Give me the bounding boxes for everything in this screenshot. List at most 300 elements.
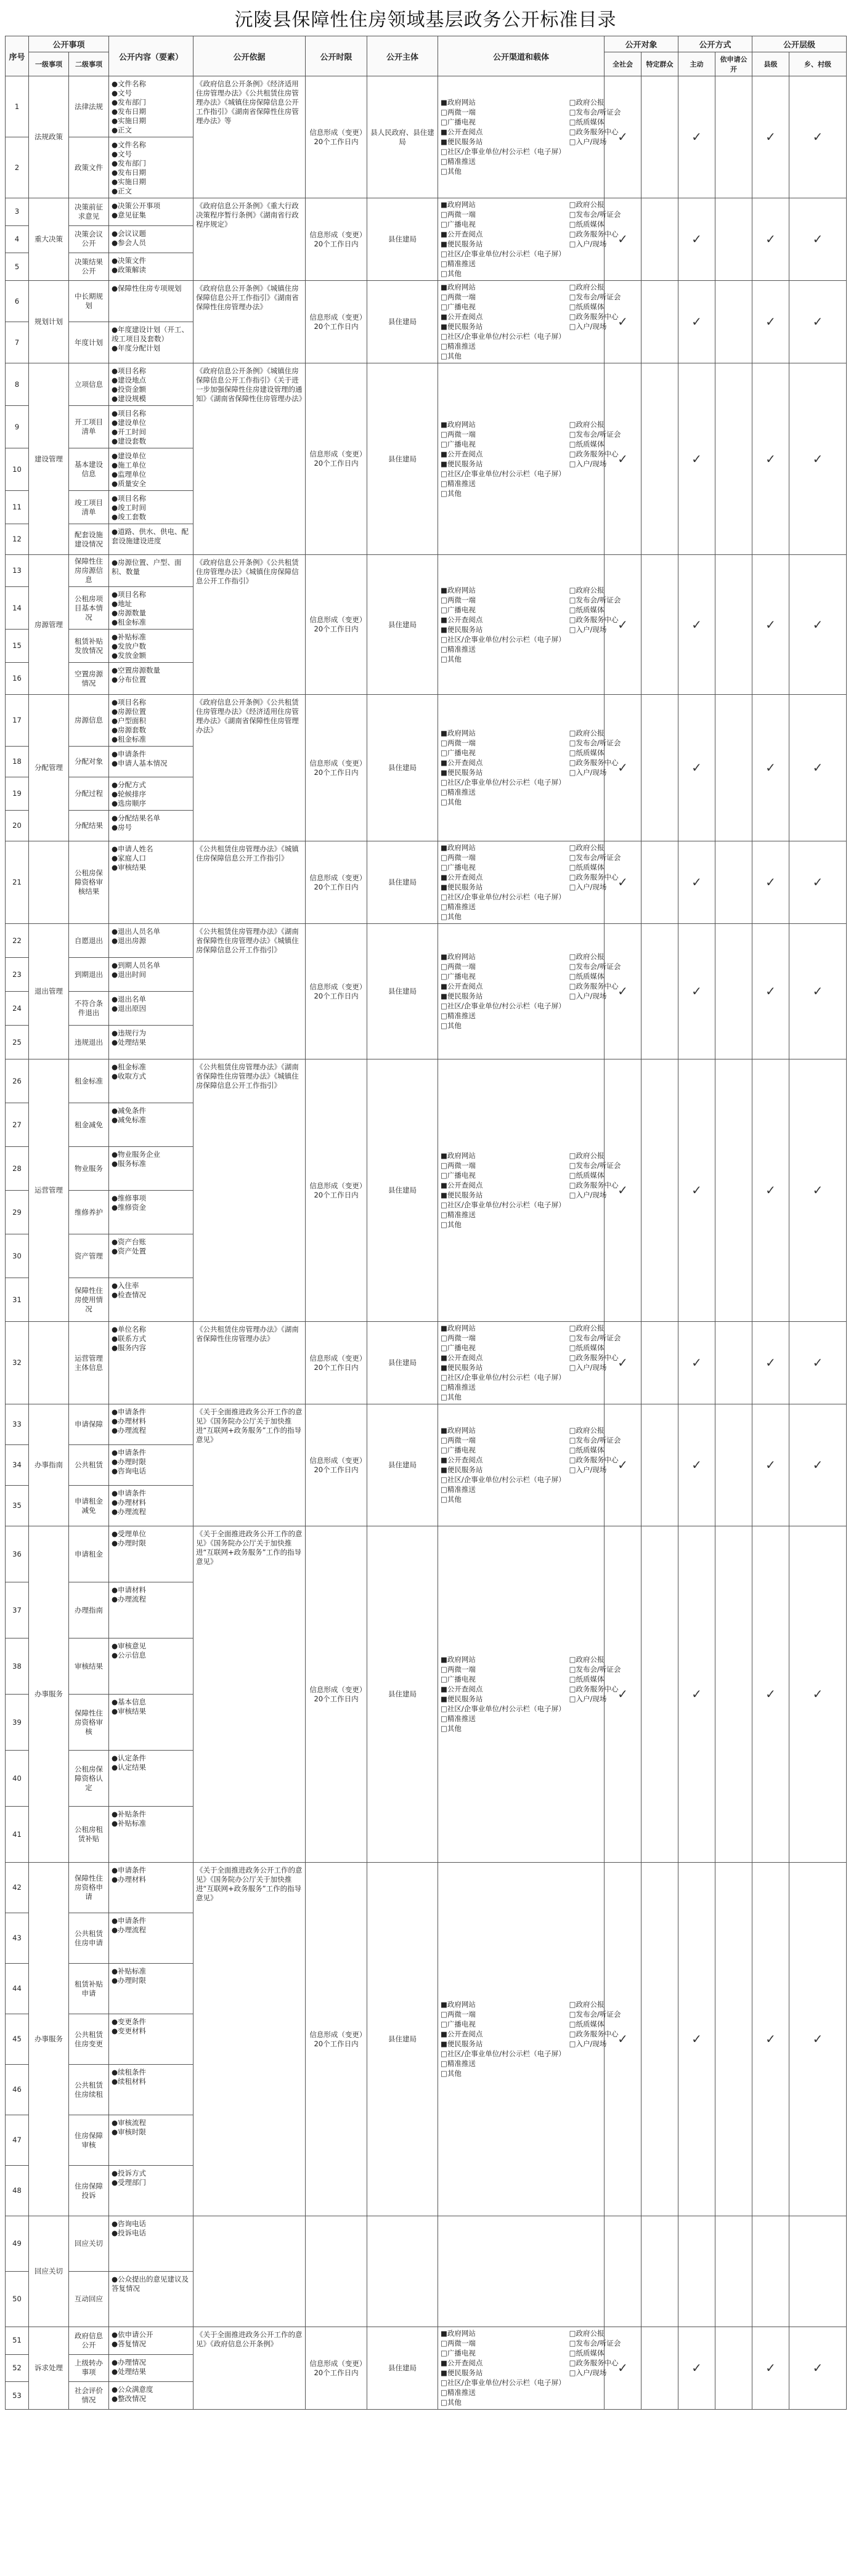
level2-cell: 中长期规划 [69, 281, 109, 322]
level2-cell: 公共租赁 [69, 1445, 109, 1486]
check-specific [641, 924, 678, 1059]
basis-cell: 《政府信息公开条例》《城镇住房保障信息公开工作指引》《关于进一步加强保障性住房建设管理的通知》《湖南省保障性住房管理办法》 [193, 363, 306, 555]
row-seq: 36 [6, 1526, 29, 1582]
row-seq: 18 [6, 747, 29, 777]
channel-cell [438, 76, 621, 198]
channel-option: □广播电视 [441, 972, 476, 981]
table-row [6, 281, 847, 322]
basis-cell: 《公共租赁住房管理办法》《湖南省保障性住房管理办法》《城镇住房保障信息公开工作指引》 [193, 924, 306, 1059]
channel-option [569, 1210, 621, 1220]
channel-option: □社区/企事业单位/村公示栏（电子屏） [441, 249, 566, 258]
channel-option: □社区/企事业单位/村公示栏（电子屏） [441, 893, 566, 901]
check-all: ✓ [605, 555, 641, 695]
level2-cell: 住房保障投诉 [69, 2166, 109, 2216]
check-town: ✓ [789, 1322, 847, 1404]
channel-option: □广播电视 [441, 220, 476, 229]
basis-cell: 《政府信息公开条例》《经济适用住房管理办法》《公共租赁住房管理办法》《城镇住房保障信息公开工作指引》《湖南省保障性住房管理办法》等 [193, 76, 306, 198]
row-seq: 40 [6, 1751, 29, 1807]
table-row [6, 76, 847, 137]
channel-option: □政府公报 [569, 585, 605, 594]
channel-option [569, 655, 621, 664]
channel-option: □精准推送 [441, 259, 476, 268]
check-town: ✓ [789, 1863, 847, 2216]
check-all: ✓ [605, 281, 641, 363]
check-town: ✓ [789, 1526, 847, 1863]
channel-option: □纸质媒体 [569, 2349, 605, 2357]
level1-cell: 重大决策 [29, 198, 69, 281]
channel-option [569, 1704, 621, 1714]
content-cell: ●项目名称 ●建设单位 ●开工时间 ●建设套数 [109, 406, 193, 448]
header-lvl-county: 县级 [752, 52, 789, 76]
row-seq: 50 [6, 2272, 29, 2327]
channel-option: □入户/现场 [569, 322, 607, 331]
content-cell: ●申请条件 ●办理流程 [109, 1913, 193, 1964]
channel-option: □两微一端 [441, 2339, 476, 2347]
channel-option: □入户/现场 [569, 1363, 607, 1372]
channel-option: □入户/现场 [569, 240, 607, 248]
channel-option: □其他 [441, 2069, 462, 2078]
level2-cell: 保障性住房使用情况 [69, 1278, 109, 1322]
channel-option: □社区/企事业单位/村公示栏（电子屏） [441, 469, 566, 478]
channel-option [569, 249, 621, 259]
row-seq: 12 [6, 524, 29, 555]
channel-list [441, 585, 621, 664]
check-active: ✓ [678, 1863, 715, 2216]
check-active: ✓ [678, 1059, 715, 1322]
content-cell: ●项目名称 ●地址 ●房源数量 ●租金标准 [109, 587, 193, 630]
level2-cell: 审核结果 [69, 1638, 109, 1695]
channel-option: ■便民服务站 [441, 1191, 483, 1199]
basis-cell: 《公共租赁住房管理办法》《湖南省保障性住房管理办法》 [193, 1322, 306, 1404]
channel-option: □社区/企事业单位/村公示栏（电子屏） [441, 147, 566, 156]
level2-cell: 法律法规 [69, 76, 109, 137]
level2-cell: 公租房保障资格审核结果 [69, 841, 109, 924]
row-seq: 52 [6, 2354, 29, 2382]
channel-option: □发布会/听证会 [569, 1665, 621, 1674]
subject-cell: 县人民政府、县住建局 [367, 76, 438, 198]
channel-list [441, 419, 621, 498]
level2-cell: 申请租金 [69, 1526, 109, 1582]
channel-option: □纸质媒体 [569, 748, 605, 757]
row-seq: 30 [6, 1234, 29, 1278]
check-county: ✓ [752, 924, 789, 1059]
channel-option: □入户/现场 [569, 768, 607, 777]
channel-option: ■公开查阅点 [441, 1685, 483, 1693]
table-row [6, 924, 847, 958]
subject-cell: 县住建局 [367, 1322, 438, 1404]
channel-option: □两微一端 [441, 2010, 476, 2019]
channel-option [569, 1373, 621, 1382]
time-cell: 信息形成（变更）20个工作日内 [306, 76, 367, 198]
time-cell: 信息形成（变更）20个工作日内 [306, 1863, 367, 2216]
check-apply [715, 1863, 752, 2216]
check-apply [715, 198, 752, 281]
level2-cell: 分配过程 [69, 777, 109, 811]
content-cell: ●补贴标准 ●发放户数 ●发放金额 [109, 630, 193, 663]
channel-cell [438, 2327, 621, 2410]
channel-cell [438, 1059, 621, 1322]
header-lvl-town: 乡、村级 [789, 52, 847, 76]
check-active: ✓ [678, 2327, 715, 2410]
level2-cell: 租赁补贴发放情况 [69, 630, 109, 663]
channel-option: □纸质媒体 [569, 863, 605, 872]
channel-option: □政府公报 [569, 2329, 605, 2338]
channel-option: □发布会/听证会 [569, 210, 621, 219]
content-cell: ●保障性住房专项规划 [109, 281, 193, 322]
check-all: ✓ [605, 198, 641, 281]
channel-option [569, 893, 621, 902]
basis-cell [193, 2216, 306, 2327]
basis-cell: 《关于全面推进政务公开工作的意见》《国务院办公厅关于加快推进“互联网+政务服务”工作的指导意见》 [193, 1404, 306, 1526]
channel-option: □纸质媒体 [569, 118, 605, 126]
row-seq: 15 [6, 630, 29, 663]
channel-list [441, 1655, 621, 1733]
header-time: 公开时限 [306, 36, 367, 76]
subject-cell: 县住建局 [367, 1404, 438, 1526]
channel-option: □精准推送 [441, 157, 476, 166]
channel-option: □广播电视 [441, 863, 476, 872]
level2-cell: 资产管理 [69, 1234, 109, 1278]
row-seq: 48 [6, 2166, 29, 2216]
channel-option: ■公开查阅点 [441, 873, 483, 881]
channel-option: □政府公报 [569, 1151, 605, 1160]
check-active: ✓ [678, 1526, 715, 1863]
row-seq: 32 [6, 1322, 29, 1404]
level2-cell: 公共租赁住房申请 [69, 1913, 109, 1964]
channel-option [569, 259, 621, 269]
channel-cell [438, 2216, 605, 2327]
channel-option: ■政府网站 [441, 1655, 476, 1664]
content-cell: ●申请人姓名 ●家庭人口 ●审核结果 [109, 841, 193, 924]
channel-option: ■政府网站 [441, 283, 476, 291]
check-all: ✓ [605, 1404, 641, 1526]
check-specific [641, 841, 678, 924]
channel-option: □政务服务中心 [569, 2359, 619, 2367]
check-specific [641, 1059, 678, 1322]
channel-option: □政府公报 [569, 200, 605, 209]
channel-option: □纸质媒体 [569, 220, 605, 229]
channel-option [569, 1714, 621, 1723]
channel-option: □纸质媒体 [569, 1446, 605, 1454]
content-cell: ●租金标准 ●收取方式 [109, 1059, 193, 1103]
channel-option: □纸质媒体 [569, 605, 605, 614]
header-subject: 公开主体 [367, 36, 438, 76]
channel-option: ■政府网站 [441, 1426, 476, 1435]
channel-cell [438, 363, 621, 555]
channel-option: □精准推送 [441, 1714, 476, 1723]
channel-option: □两微一端 [441, 429, 476, 439]
catalog-table [5, 36, 847, 2410]
channel-option [569, 778, 621, 787]
level2-cell: 政府信息公开 [69, 2327, 109, 2355]
time-cell: 信息形成（变更）20个工作日内 [306, 695, 367, 841]
channel-option: □社区/企事业单位/村公示栏（电子屏） [441, 1373, 566, 1382]
level2-cell: 决策前征求意见 [69, 198, 109, 226]
row-seq: 47 [6, 2115, 29, 2166]
channel-option: ■政府网站 [441, 729, 476, 737]
content-cell: ●入住率 ●检查情况 [109, 1278, 193, 1322]
channel-option: □精准推送 [441, 479, 476, 488]
channel-option [569, 1201, 621, 1210]
row-seq: 39 [6, 1695, 29, 1751]
channel-option: □发布会/听证会 [569, 429, 621, 439]
channel-option: □政务服务中心 [569, 230, 619, 238]
channel-option: □广播电视 [441, 1446, 476, 1454]
channel-option [569, 479, 621, 488]
channel-option: □精准推送 [441, 902, 476, 911]
header-level1: 一级事项 [29, 52, 69, 76]
subject-cell: 县住建局 [367, 1059, 438, 1322]
content-cell: ●补贴条件 ●补贴标准 [109, 1807, 193, 1863]
channel-option: □社区/企事业单位/村公示栏（电子屏） [441, 1201, 566, 1209]
table-row [6, 695, 847, 747]
level2-cell: 保障性住房资格审核 [69, 1695, 109, 1751]
channel-list [441, 2329, 621, 2407]
channel-option: □政府公报 [569, 98, 605, 107]
channel-option: ■公开查阅点 [441, 230, 483, 238]
channel-option: □广播电视 [441, 118, 476, 126]
check-specific [641, 1322, 678, 1404]
level2-cell: 公租房项目基本情况 [69, 587, 109, 630]
content-cell: ●申请材料 ●办理流程 [109, 1582, 193, 1638]
check-county: ✓ [752, 281, 789, 363]
channel-list [441, 729, 621, 807]
channel-option: □广播电视 [441, 605, 476, 614]
content-cell: ●依申请公开 ●答复情况 [109, 2327, 193, 2355]
content-cell: ●文件名称 ●文号 ●发布部门 ●发布日期 ●实施日期 ●正文 [109, 76, 193, 137]
channel-option [569, 912, 621, 921]
channel-option: □入户/现场 [569, 1695, 607, 1703]
check-active: ✓ [678, 841, 715, 924]
content-cell: ●咨询电话 ●投诉电话 [109, 2216, 193, 2272]
channel-option: □两微一端 [441, 853, 476, 862]
channel-option: ■政府网站 [441, 2000, 476, 2009]
channel-option: □广播电视 [441, 1343, 476, 1352]
channel-option: ■便民服务站 [441, 1465, 483, 1474]
table-row [6, 1059, 847, 1103]
channel-option: □发布会/听证会 [569, 853, 621, 862]
check-town: ✓ [789, 1059, 847, 1322]
content-cell: ●建设单位 ●施工单位 ●监理单位 ●质量安全 [109, 448, 193, 491]
channel-option: □精准推送 [441, 1383, 476, 1391]
row-seq: 41 [6, 1807, 29, 1863]
table-row [6, 2327, 847, 2355]
check-county: ✓ [752, 695, 789, 841]
row-seq: 11 [6, 491, 29, 524]
row-seq: 38 [6, 1638, 29, 1695]
content-cell: ●到期人员名单 ●退出时间 [109, 958, 193, 992]
basis-cell: 《关于全面推进政务公开工作的意见》《政府信息公开条例》 [193, 2327, 306, 2410]
row-seq: 4 [6, 225, 29, 253]
table-row [6, 1863, 847, 1913]
channel-option: □发布会/听证会 [569, 739, 621, 747]
table-row [6, 198, 847, 226]
check-county: ✓ [752, 841, 789, 924]
check-town [789, 2216, 847, 2327]
channel-cell [438, 1322, 621, 1404]
check-active: ✓ [678, 281, 715, 363]
catalog-body [6, 76, 847, 2410]
channel-option: □政务服务中心 [569, 1685, 619, 1693]
channel-option: □政府公报 [569, 729, 605, 737]
level2-cell: 回应关切 [69, 2216, 109, 2272]
level2-cell: 保障性住房房源信息 [69, 555, 109, 587]
level1-cell: 规划计划 [29, 281, 69, 363]
channel-option: ■便民服务站 [441, 883, 483, 891]
channel-option [569, 469, 621, 479]
level2-cell: 租金减免 [69, 1103, 109, 1147]
channel-option: □两微一端 [441, 1334, 476, 1342]
check-specific [641, 198, 678, 281]
channel-option: □广播电视 [441, 2020, 476, 2028]
check-apply [715, 2216, 752, 2327]
check-specific [641, 555, 678, 695]
subject-cell: 县住建局 [367, 924, 438, 1059]
level2-cell: 申请租金减免 [69, 1486, 109, 1526]
check-town: ✓ [789, 198, 847, 281]
row-seq: 8 [6, 363, 29, 406]
level2-cell: 空置房源情况 [69, 663, 109, 695]
content-cell: ●认定条件 ●认定结果 [109, 1751, 193, 1807]
row-seq: 25 [6, 1026, 29, 1059]
header-object: 公开对象 [605, 36, 678, 52]
channel-option: □两微一端 [441, 1161, 476, 1170]
row-seq: 20 [6, 811, 29, 841]
channel-option: ■政府网站 [441, 1324, 476, 1332]
level2-cell: 配套设施建设情况 [69, 524, 109, 555]
channel-option: □入户/现场 [569, 459, 607, 468]
check-apply [715, 363, 752, 555]
channel-option: □政府公报 [569, 843, 605, 852]
content-cell: ●空置房源数量 ●分布位置 [109, 663, 193, 695]
content-cell: ●项目名称 ●建设地点 ●投资金额 ●建设规模 [109, 363, 193, 406]
row-seq: 49 [6, 2216, 29, 2272]
channel-option: ■便民服务站 [441, 2039, 483, 2048]
channel-cell [438, 695, 621, 841]
channel-option: □社区/企事业单位/村公示栏（电子屏） [441, 332, 566, 341]
level1-cell [29, 1322, 69, 1404]
channel-option: ■便民服务站 [441, 2368, 483, 2377]
level2-cell: 办理指南 [69, 1582, 109, 1638]
channel-option: □社区/企事业单位/村公示栏（电子屏） [441, 634, 566, 644]
content-cell: ●申请条件 ●办理材料 [109, 1863, 193, 1913]
channel-option: □其他 [441, 654, 462, 663]
channel-option: □两微一端 [441, 962, 476, 971]
content-cell: ●违规行为 ●处理结果 [109, 1026, 193, 1059]
level2-cell: 立项信息 [69, 363, 109, 406]
check-county: ✓ [752, 555, 789, 695]
channel-option [569, 2059, 621, 2068]
subject-cell: 县住建局 [367, 695, 438, 841]
channel-option: □其他 [441, 167, 462, 176]
channel-option: □政务服务中心 [569, 449, 619, 458]
channel-option: ■便民服务站 [441, 137, 483, 146]
level2-cell: 公租房租赁补贴 [69, 1807, 109, 1863]
channel-option: □纸质媒体 [569, 1171, 605, 1180]
time-cell: 信息形成（变更）20个工作日内 [306, 555, 367, 695]
time-cell: 信息形成（变更）20个工作日内 [306, 841, 367, 924]
subject-cell: 县住建局 [367, 281, 438, 363]
check-active: ✓ [678, 924, 715, 1059]
check-apply [715, 555, 752, 695]
channel-option: ■政府网站 [441, 952, 476, 961]
channel-option: □政府公报 [569, 952, 605, 961]
channel-option [569, 635, 621, 644]
channel-option: □其他 [441, 352, 462, 360]
level2-cell: 到期退出 [69, 958, 109, 992]
channel-option: ■公开查阅点 [441, 2030, 483, 2038]
channel-option: □其他 [441, 1220, 462, 1229]
channel-option: ■便民服务站 [441, 1363, 483, 1372]
check-specific [641, 363, 678, 555]
content-cell: ●项目名称 ●竣工时间 ●竣工套数 [109, 491, 193, 524]
channel-option: ■公开查阅点 [441, 1181, 483, 1189]
table-row [6, 555, 847, 587]
channel-option: □入户/现场 [569, 2039, 607, 2048]
level2-cell: 房源信息 [69, 695, 109, 747]
check-specific [641, 1526, 678, 1863]
level2-cell: 分配对象 [69, 747, 109, 777]
check-specific [641, 2327, 678, 2410]
channel-option: □广播电视 [441, 439, 476, 448]
channel-option [569, 2398, 621, 2407]
channel-option: □政务服务中心 [569, 2030, 619, 2038]
level1-cell: 诉求处理 [29, 2327, 69, 2410]
table-row [6, 363, 847, 406]
channel-option: ■便民服务站 [441, 1695, 483, 1703]
check-county: ✓ [752, 1526, 789, 1863]
channel-option: □入户/现场 [569, 625, 607, 634]
row-seq: 53 [6, 2382, 29, 2410]
check-active: ✓ [678, 1322, 715, 1404]
level2-cell: 租金标准 [69, 1059, 109, 1103]
table-row [6, 841, 847, 924]
row-seq: 43 [6, 1913, 29, 1964]
content-cell: ●房源位置、户型、面积、数量 [109, 555, 193, 587]
time-cell: 信息形成（变更）20个工作日内 [306, 363, 367, 555]
row-seq: 16 [6, 663, 29, 695]
channel-option [569, 1393, 621, 1402]
row-seq: 2 [6, 137, 29, 198]
channel-option: ■公开查阅点 [441, 982, 483, 990]
subject-cell: 县住建局 [367, 1526, 438, 1863]
content-cell: ●分配方式 ●轮候排序 ●选房顺序 [109, 777, 193, 811]
channel-option: ■公开查阅点 [441, 1456, 483, 1464]
check-county: ✓ [752, 1404, 789, 1526]
channel-option: □精准推送 [441, 342, 476, 350]
channel-option: ■便民服务站 [441, 322, 483, 331]
level2-cell: 公共租赁住房变更 [69, 2014, 109, 2065]
header-obj-specific: 特定群众 [641, 52, 678, 76]
channel-option: □两微一端 [441, 1665, 476, 1674]
level2-cell: 物业服务 [69, 1147, 109, 1191]
check-town: ✓ [789, 695, 847, 841]
channel-option: □入户/现场 [569, 1465, 607, 1474]
check-apply [715, 924, 752, 1059]
check-all: ✓ [605, 363, 641, 555]
row-seq: 6 [6, 281, 29, 322]
level2-cell: 违规退出 [69, 1026, 109, 1059]
level1-cell: 建设管理 [29, 363, 69, 555]
basis-cell: 《关于全面推进政务公开工作的意见》《国务院办公厅关于加快推进“互联网+政务服务”工作的指导意见》 [193, 1526, 306, 1863]
content-cell: ●会议议题 ●参会人员 [109, 225, 193, 253]
channel-option: ■政府网站 [441, 2329, 476, 2338]
level2-cell: 保障性住房资格申请 [69, 1863, 109, 1913]
content-cell: ●办理情况 ●处理结果 [109, 2354, 193, 2382]
channel-option: □政府公报 [569, 1655, 605, 1664]
channel-option: □发布会/听证会 [569, 595, 621, 604]
level2-cell: 公共租赁住房续租 [69, 2065, 109, 2115]
